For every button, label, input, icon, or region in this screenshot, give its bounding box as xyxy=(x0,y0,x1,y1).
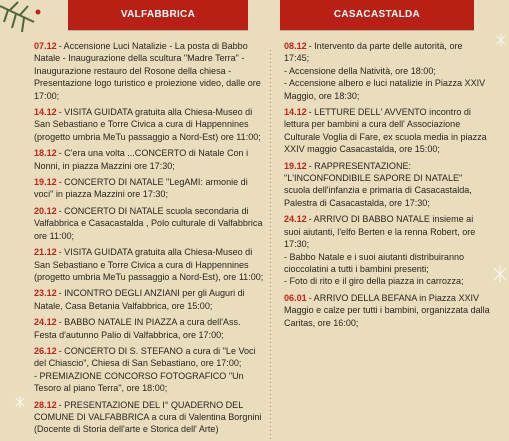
column-valfabbrica xyxy=(28,0,268,441)
event-list xyxy=(28,40,268,436)
event-date: 08.12 xyxy=(284,41,307,51)
event-description: - Accensione Luci Natalizie - La posta di Babbo Natale - Inaugurazione della scultura "Madre Terra" - Inaugurazione restauro del Rosone della chiesa - Presentazione logo turistico e proiezione video, dalle ore 17:00; xyxy=(34,41,261,101)
event-date: 24.12 xyxy=(284,214,307,225)
section-title: CASACASTALDA xyxy=(280,0,474,30)
event-item xyxy=(34,399,268,436)
event-date: 06.01 xyxy=(284,292,307,303)
event-list xyxy=(270,40,494,329)
event-date: 26.12 xyxy=(34,345,57,356)
event-date: 18.12 xyxy=(34,148,57,159)
event-description: - PRESENTAZIONE DEL I° QUADERNO DEL COMUNE DI VALFABBRICA a cura di Valentina Borgnini (Docente di Storia dell'arte e Storica dell' Arte) xyxy=(34,399,262,435)
event-date: 20.12 xyxy=(34,205,57,216)
event-date: 28.12 xyxy=(34,399,57,410)
event-description: - CONCERTO DI S. STEFANO a cura di "Le Voci del Chiascio", Chiesa di San Sebastiano, ore 17:00; - PREMIAZIONE CONCORSO FOTOGRAFICO "Un Tesoro al piano Terra", ore 18:00; xyxy=(34,345,256,394)
event-item xyxy=(34,176,268,201)
event-date: 19.12 xyxy=(284,160,307,171)
event-description: - Intervento da parte delle autorità, ore 17:45; - Accensione della Natività, ore 18:00; - Accensione albero e luci natalizie in Piazza XXIV Maggio, ore 18:30; xyxy=(284,41,486,101)
event-item xyxy=(284,160,494,210)
event-description: - C'era una volta ...CONCERTO di Natale Con i Nonni, in piazza Mazzini ore 17:30; xyxy=(34,148,249,171)
event-item xyxy=(34,287,268,312)
event-date: 21.12 xyxy=(34,247,57,258)
event-item xyxy=(34,345,268,395)
event-description: - INCONTRO DEGLI ANZIANI per gli Auguri di Natale, Casa Betania Valfabbrica, ore 15:00; xyxy=(34,288,245,311)
event-date: 23.12 xyxy=(34,288,57,299)
event-date: 14.12 xyxy=(284,107,307,118)
event-date: 07.12 xyxy=(34,41,57,51)
event-description: - ARRIVO DELLA BEFANA in Piazza XXIV Maggio e calze per tutti i bambini, organizzata dalla Caritas, ore 16:00; xyxy=(284,292,490,328)
event-description: - VISITA GUIDATA gratuita alla Chiesa-Museo di San Sebastiano e Torre Civica a cura di Happennines (progetto umbria MeTu passaggio a Nord-Est) ore 11:00; xyxy=(34,107,261,142)
event-item xyxy=(284,40,494,102)
event-item xyxy=(34,147,268,172)
column-casacastalda xyxy=(270,0,494,441)
event-description: - CONCERTO DI NATALE scuola secondaria di Valfabbrica e Casacastalda , Polo culturale di Valfabbrica ore 11:00; xyxy=(34,205,263,241)
event-item xyxy=(284,213,494,287)
event-item xyxy=(284,292,494,329)
event-description: - VISITA GUIDATA gratuita alla Chiesa-Museo di San Sebastiano e Torre Civica a cura di Happennines (progetto umbria MeTu passaggio a Nord-Est), ore 11:00; xyxy=(34,247,264,282)
event-description: - CONCERTO DI NATALE "LegAMI: armonie di voci" in piazza Mazzini ore 17:30; xyxy=(34,177,248,200)
section-title: VALFABBRICA xyxy=(68,0,248,30)
event-description: - BABBO NATALE IN PIAZZA a cura dell'Ass. Festa d'autunno Palio di Valfabbrica, ore 17:00; xyxy=(34,317,241,340)
event-item xyxy=(34,205,268,242)
event-date: 19.12 xyxy=(34,177,57,188)
event-item xyxy=(34,106,268,143)
event-description: - RAPPRESENTAZIONE: "L'INCONFONDIBILE SAPORE DI NATALE" scuola dell'infanzia e primaria di Casacastalda, Palestra di Casacastalda, ore 17:30; xyxy=(284,160,472,208)
event-description: - ARRIVO DI BABBO NATALE insieme ai suoi aiutanti, l'elfo Berten e la renna Robert, ore 17:30; - Babbo Natale e i suoi aiutanti distribuiranno cioccolatini a tutti i bambini presenti; - Foto di rito e il giro della piazza in carrozza; xyxy=(284,214,476,287)
event-item xyxy=(34,246,268,283)
event-date: 14.12 xyxy=(34,107,57,118)
event-date: 24.12 xyxy=(34,317,57,328)
event-item xyxy=(284,106,494,156)
event-item xyxy=(34,316,268,341)
event-description: - LETTURE DELL' AVVENTO incontro di lettura per bambini a cura dell' Associazione Culturale Voglia di Fare, ex scuola media in piazza XXIV maggio Casacastalda, ore 15:00; xyxy=(284,107,487,155)
event-item xyxy=(34,40,268,102)
